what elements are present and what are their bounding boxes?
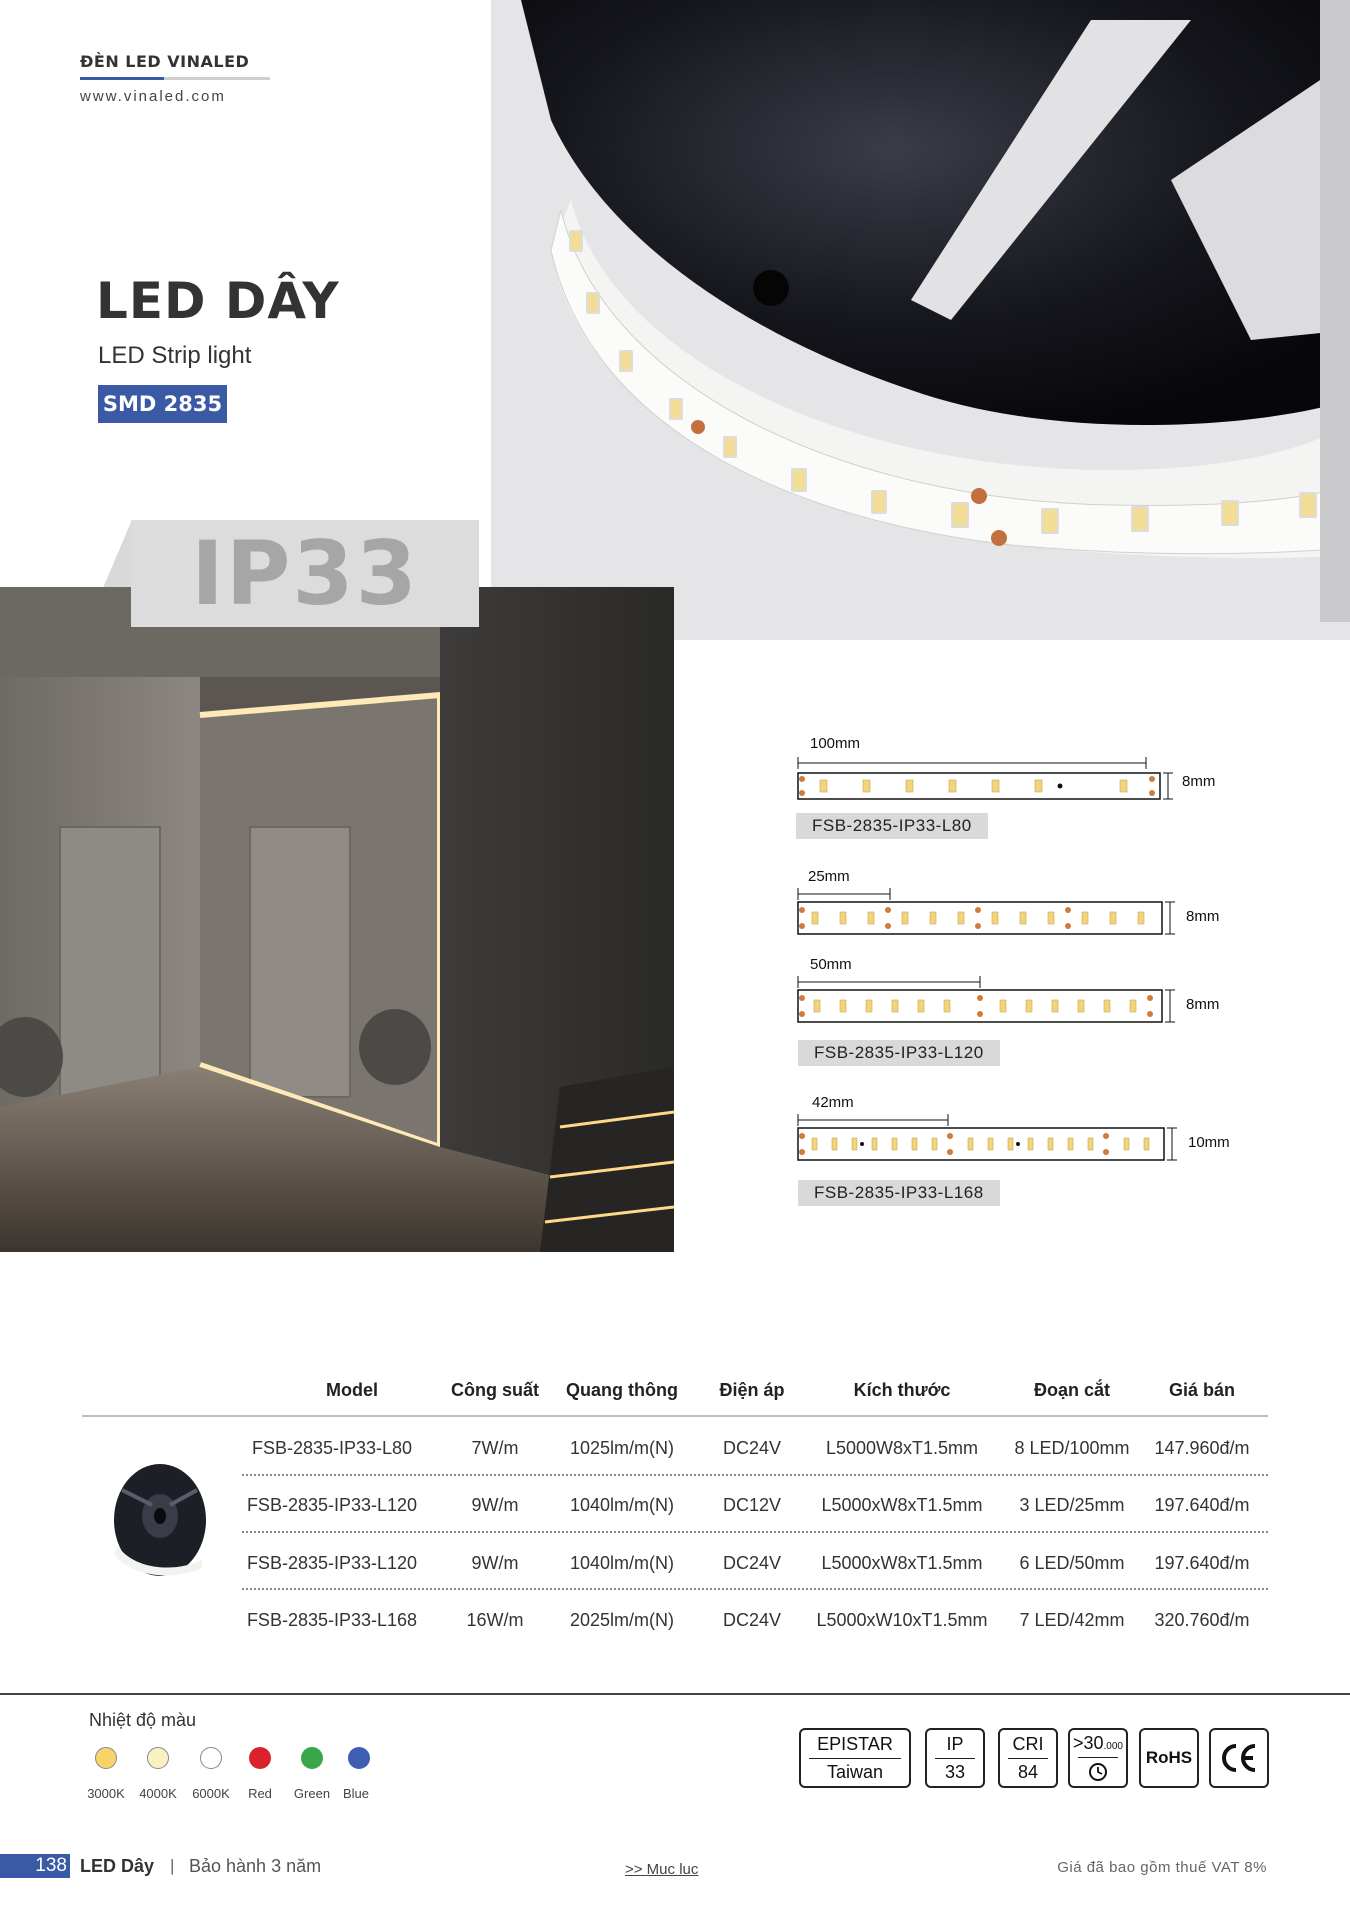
table-row	[242, 1592, 1268, 1649]
th-price: Giá bán	[1168, 1380, 1235, 1400]
row-separator	[242, 1531, 1268, 1533]
cert-cri-label: CRI	[1012, 1734, 1044, 1754]
dim-width-24v: 8mm	[1186, 996, 1220, 1013]
cert-cri	[998, 1728, 1058, 1788]
cert-rohs: RoHS	[1139, 1728, 1199, 1788]
brand-rule	[80, 77, 270, 80]
dim-length-24v: 50mm	[810, 956, 852, 973]
swatch-6000k	[200, 1747, 222, 1769]
cert-life-unit: .000	[1103, 1741, 1123, 1752]
td-voltage: DC12V	[722, 1495, 782, 1515]
cert-ip-label: IP	[946, 1734, 964, 1754]
td-cut: 7 LED/42mm	[1019, 1610, 1125, 1630]
brand-block	[80, 52, 270, 105]
td-model: FSB-2835-IP33-L168	[246, 1610, 418, 1630]
cert-epistar-origin: Taiwan	[826, 1762, 884, 1782]
cert-epistar	[799, 1728, 911, 1788]
td-voltage: DC24V	[722, 1553, 782, 1573]
swatch-label: 3000K	[87, 1786, 125, 1801]
td-model: FSB-2835-IP33-L120	[246, 1495, 418, 1515]
dim-length-12v: 25mm	[808, 868, 850, 885]
td-cut: 3 LED/25mm	[1019, 1495, 1125, 1515]
td-lumen: 1025lm/m(N)	[569, 1438, 675, 1458]
swatch-green	[301, 1747, 323, 1769]
hero-edge	[1320, 0, 1350, 622]
footer-separator: |	[170, 1856, 175, 1875]
footer-vat-note: Giá đã bao gồm thuế VAT 8%	[1057, 1859, 1267, 1876]
cert-cri-value: 84	[1017, 1762, 1039, 1782]
td-power: 9W/m	[471, 1553, 519, 1573]
cert-ip	[925, 1728, 985, 1788]
th-cut: Đoạn cắt	[1033, 1380, 1111, 1400]
td-voltage: DC24V	[722, 1610, 782, 1630]
page-subtitle: LED Strip light	[98, 342, 252, 369]
toc-link[interactable]: >> Muc luc	[625, 1861, 699, 1878]
th-model: Model	[326, 1380, 378, 1400]
led-chips	[491, 0, 1350, 640]
cert-ip-value: 33	[944, 1762, 966, 1782]
td-price: 197.640đ/m	[1154, 1553, 1250, 1573]
strip-diagram-l120	[790, 868, 1250, 1068]
td-price: 197.640đ/m	[1154, 1495, 1250, 1515]
td-price: 320.760đ/m	[1154, 1610, 1250, 1630]
strip-diagram-l168	[790, 1094, 1250, 1204]
page-title: LED DÂY	[96, 272, 340, 330]
color-temp-title: Nhiệt độ màu	[89, 1710, 197, 1730]
room-photo	[0, 587, 674, 1252]
dim-width: 8mm	[1182, 773, 1216, 790]
smd-badge: SMD 2835	[98, 385, 227, 423]
hero-product-image	[491, 0, 1350, 640]
dim-length: 42mm	[812, 1094, 854, 1111]
strip-diagram-l80	[790, 735, 1250, 845]
swatch-red	[249, 1747, 271, 1769]
td-lumen: 1040lm/m(N)	[569, 1495, 675, 1515]
brand-url[interactable]: www.vinaled.com	[80, 88, 226, 105]
th-power: Công suất	[451, 1380, 539, 1400]
ip-badge-label: IP33	[191, 522, 419, 625]
page-number: 138	[0, 1854, 70, 1878]
td-voltage: DC24V	[722, 1438, 782, 1458]
swatch-label: Green	[293, 1786, 331, 1801]
diagram-model-tag: FSB-2835-IP33-L120	[798, 1040, 1000, 1066]
footer-section-title: LED Dây	[80, 1856, 155, 1876]
cert-epistar-name: EPISTAR	[817, 1734, 893, 1754]
td-model: FSB-2835-IP33-L120	[246, 1553, 418, 1573]
diagram-model-tag: FSB-2835-IP33-L80	[796, 813, 988, 839]
dim-width: 10mm	[1188, 1134, 1230, 1151]
table-row	[242, 1420, 1268, 1477]
swatch-blue	[348, 1747, 370, 1769]
swatch-label: Blue	[342, 1786, 370, 1801]
td-size: L5000xW8xT1.5mm	[821, 1553, 983, 1573]
cert-life-value: >30	[1072, 1733, 1104, 1753]
td-price: 147.960đ/m	[1154, 1438, 1250, 1458]
diagram-model-tag: FSB-2835-IP33-L168	[798, 1180, 1000, 1206]
ce-mark-icon	[1211, 1730, 1267, 1786]
table-row	[242, 1535, 1268, 1592]
td-cut: 8 LED/100mm	[1014, 1438, 1130, 1458]
swatch-label: Red	[248, 1786, 272, 1801]
td-model: FSB-2835-IP33-L80	[251, 1438, 413, 1458]
ip-badge-wedge	[103, 522, 131, 588]
td-power: 7W/m	[471, 1438, 519, 1458]
td-power: 9W/m	[471, 1495, 519, 1515]
ip-badge	[131, 520, 479, 627]
td-cut: 6 LED/50mm	[1019, 1553, 1125, 1573]
td-lumen: 2025lm/m(N)	[569, 1610, 675, 1630]
th-lumen: Quang thông	[566, 1380, 678, 1400]
td-size: L5000W8xT1.5mm	[825, 1438, 979, 1458]
footer-warranty: Bảo hành 3 năm	[189, 1856, 322, 1876]
reel-thumbnail	[102, 1450, 212, 1580]
swatch-3000k	[95, 1747, 117, 1769]
cert-ce	[1209, 1728, 1269, 1788]
table-header-rule	[82, 1415, 1268, 1417]
td-size: L5000xW10xT1.5mm	[816, 1610, 988, 1630]
swatch-4000k	[147, 1747, 169, 1769]
row-separator	[242, 1588, 1268, 1590]
row-separator	[242, 1474, 1268, 1476]
dim-length: 100mm	[810, 735, 861, 752]
swatch-label: 4000K	[139, 1786, 177, 1801]
table-row	[242, 1477, 1268, 1534]
th-size: Kích thước	[853, 1380, 951, 1400]
clock-icon	[1086, 1761, 1110, 1783]
cert-lifetime	[1068, 1728, 1128, 1788]
td-power: 16W/m	[466, 1610, 524, 1630]
swatch-label: 6000K	[192, 1786, 230, 1801]
dim-width-12v: 8mm	[1186, 908, 1220, 925]
td-lumen: 1040lm/m(N)	[569, 1553, 675, 1573]
bottom-rule	[0, 1693, 1350, 1695]
th-voltage: Điện áp	[719, 1380, 785, 1400]
brand-name: ĐÈN LED VINALED	[80, 52, 250, 71]
td-size: L5000xW8xT1.5mm	[821, 1495, 983, 1515]
